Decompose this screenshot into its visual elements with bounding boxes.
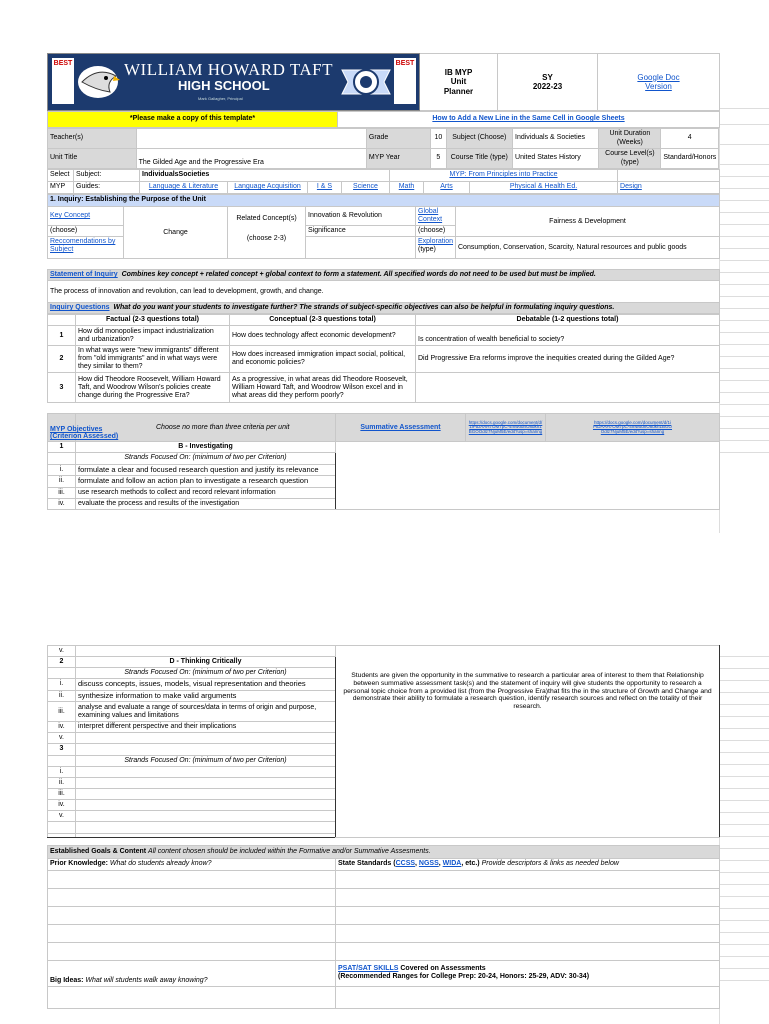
eagle-icon [76,60,120,104]
gdoc-cell [598,54,720,111]
row-number: 3 [48,373,76,403]
strand-numeral: i. [48,464,76,476]
teacher-field[interactable] [136,129,366,149]
related-concept-2[interactable]: Significance [306,226,416,237]
strand-text[interactable] [76,777,336,788]
debatable-header: Debatable (1-2 questions total) [416,315,720,326]
standards-field[interactable] [336,870,720,888]
principles-link[interactable]: MYP: From Principles into Practice [449,171,558,179]
prior-hint: What do students already know? [109,860,212,868]
strand-numeral: v. [48,733,76,744]
strands-label: Strands Focused On: (minimum of two per Criterion) [76,453,336,464]
psat-sat-link[interactable]: PSAT/SAT SKILLS [338,965,399,973]
lower-sheet [47,645,719,1009]
questions-link[interactable]: Inquiry Questions [50,304,110,312]
guide-link-language-acquisition[interactable]: Language Acquisition [234,183,301,191]
objectives-link[interactable]: MYP Objectives (Criterion Assessed) [50,426,119,441]
copy-note-row [47,111,720,128]
strand-text[interactable]: evaluate the process and results of the investigation [76,498,336,509]
teacher-label: Teacher(s) [48,129,137,149]
statement-header [48,270,720,281]
sy-value: 2022-23 [532,82,563,91]
wida-link[interactable]: WIDA [442,860,462,868]
strand-numeral: ii. [48,690,76,702]
global-context-value[interactable]: Fairness & Development [456,207,720,237]
strand-numeral: iv. [48,498,76,509]
crest-icon [338,60,394,104]
table-row [48,373,720,403]
factual-question[interactable]: How did monopolies impact industrialization and urbanization? [76,326,230,346]
inquiry-table [47,194,720,259]
summative-doc-link-1[interactable]: https://docs.google.com/document/d/1iPtDAAH7OM7pC-4mwodnO8dkh1BGOOdlz7NjuM5E/edit?usp=sharing [468,419,543,435]
strand-text[interactable]: formulate a clear and focused research question and justify its relevance [76,464,336,476]
strand-text[interactable]: interpret different perspective and their implications [76,722,336,733]
strand-numeral: iii. [48,788,76,799]
criterion-number: 2 [48,657,76,668]
select-label: Select [48,170,74,182]
strand-text[interactable]: discuss concepts, issues, models, visual representation and theories [76,679,336,691]
psat-ranges: (Recommended Ranges for College Prep: 20-24, Honors: 25-29, ADV: 30-34) [338,973,590,981]
standards-field[interactable] [336,906,720,924]
strand-numeral: iv. [48,722,76,733]
upper-sheet [47,53,719,510]
standards-hint: Provide descriptors & links as needed below [481,860,619,868]
unit-title-value[interactable]: The Gilded Age and the Progressive Era [136,149,366,169]
summative-link[interactable]: Summative Assessment [360,423,441,431]
exploration-value[interactable]: Consumption, Conservation, Scarcity, Natural resources and public goods [456,237,720,259]
related-concept-3[interactable] [306,237,416,259]
big-ideas-hint: What will students walk away knowing? [85,976,208,984]
inquiry-section-title: 1. Inquiry: Establishing the Purpose of the Unit [48,195,720,207]
big-ideas-header [48,960,336,986]
questions-header [48,303,720,314]
summative-cell-upper[interactable] [336,442,720,509]
strand-text[interactable] [76,799,336,810]
strand-text[interactable]: analyse and evaluate a range of sources/data in terms of origin and purpose, examining values and limitations [76,702,336,722]
guide-link-design[interactable]: Design [620,183,642,191]
header-table [47,53,720,111]
strand-numeral: ii. [48,476,76,488]
info-table [47,128,719,169]
prior-knowledge-field[interactable] [48,942,336,960]
guide-link-math[interactable]: Math [398,183,415,191]
standards-field[interactable] [336,888,720,906]
prior-knowledge-field[interactable] [48,924,336,942]
school-year [498,54,598,111]
statement-table [47,269,720,314]
key-concept-choose: (choose) [48,226,124,237]
prior-knowledge-field[interactable] [48,870,336,888]
key-concept-link[interactable]: Key Concept [50,212,91,220]
row-number: 2 [48,346,76,373]
global-context-choose: (choose) [416,226,456,237]
big-ideas-label: Big Ideas: [50,976,84,984]
summative-description[interactable]: Students are given the opportunity in the summative to research a particular area of interest to them that Relationship between summative assessment task(s) and the statement of inquiry will give students the opportunity to research a personal topic choice from a provided list (from the Progressive Era)that fits the in the structure of Growth and Change and demonstrate their ability to formulate a research question, identify research sources and reflect on the totality of their research. [336,646,720,838]
prior-knowledge-field[interactable] [48,888,336,906]
grade-label: Grade [366,129,430,149]
related-concept-1[interactable]: Innovation & Revolution [306,207,416,226]
strand-text[interactable]: synthesize information to make valid arguments [76,690,336,702]
exploration-cell [416,237,456,259]
related-label: Related Concept(s) [236,215,297,222]
statement-value[interactable]: The process of innovation and revolution, can lead to development, growth, and change. [48,281,720,303]
goals-header [48,845,720,858]
guide-link-language-literature[interactable]: Language & Literature [148,183,219,191]
school-name: WILLIAM HOWARD TAFT [124,60,333,79]
myp-year-value[interactable]: 5 [431,149,447,169]
guides-label: Guides: [74,182,140,194]
grade-value[interactable]: 10 [431,129,447,149]
strand-text[interactable] [76,733,336,744]
conceptual-question[interactable]: How does technology affect economic development? [230,326,416,346]
strand-numeral: ii. [48,777,76,788]
psat-tail: Covered on Assessments [398,965,486,973]
criterion-number: 3 [48,744,76,755]
principal-name: Mark Gallagher, Principal [198,96,243,101]
standards-tail: , etc.) [461,860,480,868]
subject-value[interactable]: Individuals & Societies [513,129,599,149]
strand-text[interactable] [76,766,336,777]
factual-header: Factual (2-3 questions total) [76,315,230,326]
recommendations-link[interactable]: Reccomendations by Subject [50,238,116,254]
badge-right: BEST [394,58,416,104]
newline-help [338,112,720,128]
summative-doc-link-2[interactable]: https://docs.google.com/document/d/1iPtDAAH7OM7pC-4mwodnO8dkh1BGOOdlz7NjuM5E/edit?usp=sharing [592,419,673,435]
objectives-header [50,414,336,442]
table-row [48,326,720,346]
criterion-title[interactable]: D - Thinking Critically [76,657,336,668]
debatable-question[interactable]: Is concentration of wealth beneficial to society? [416,326,720,346]
myp-label: MYP [48,182,74,194]
questions-hint: What do you want your students to investigate further? The strands of subject-specific objectives can also be helpful in formulating inquiry questions. [113,304,615,312]
factual-question[interactable]: How did Theodore Roosevelt, William Howard Taft, and Woodrow Wilson's policies create change during the Progressive Era? [76,373,230,403]
prior-label: Prior Knowledge: [50,860,108,868]
strand-numeral: v. [48,810,76,821]
conceptual-question[interactable]: As a progressive, in what areas did Theodore Roosevelt, William Howard Taft, and Woodrow Wilson excel and in what areas did they perform poorly? [230,373,416,403]
course-level-label: Course Level(s) (type) [599,149,661,169]
prior-knowledge-header [48,858,336,870]
unit-title-label: Unit Title [48,149,137,169]
global-context-link[interactable]: Global Context [418,208,443,224]
objectives-hint: Choose no more than three criteria per unit [156,424,290,432]
google-doc-link[interactable]: Google Doc Version [637,72,680,91]
strand-numeral: iii. [48,702,76,722]
key-concept-value[interactable]: Change [124,207,228,259]
objectives-table [47,413,720,509]
newline-link[interactable]: How to Add a New Line in the Same Cell in Google Sheets [432,115,625,123]
guide-link-physical-health[interactable]: Physical & Health Ed. [509,183,578,191]
spreadsheet-gridlines [719,53,769,533]
strands-label: Strands Focused On: (minimum of two per Criterion) [76,668,336,679]
guide-link-science[interactable]: Science [353,183,378,191]
school-banner [48,54,420,111]
strand-numeral: iii. [48,487,76,498]
strand-text[interactable]: formulate and follow an action plan to investigate a research question [76,476,336,488]
goals-table [47,845,720,1009]
criterion-title[interactable]: B - Investigating [76,442,336,453]
strand-text[interactable] [76,810,336,821]
questions-table [47,314,720,403]
subject-dropdown[interactable]: IndividualsSocieties [140,170,390,182]
standards-field[interactable] [336,924,720,942]
statement-hint: Combines key concept + related concept + global context to form a statement. All specified words do not need to be used but must be implied. [121,271,596,279]
factual-question[interactable]: In what ways were "new immigrants" different from "old immigrants" and in what ways were they similar to them? [76,346,230,373]
planner-title: IB MYP Unit Planner [420,54,498,111]
psat-header [336,960,720,986]
big-ideas-field[interactable] [48,986,336,1008]
ccss-link[interactable]: CCSS [395,860,416,868]
conceptual-header: Conceptual (2-3 questions total) [230,315,416,326]
subject-label: Subject (Choose) [446,129,512,149]
criterion-number: 1 [48,442,76,453]
strand-text[interactable]: use research methods to collect and record relevant information [76,487,336,498]
strand-numeral: i. [48,679,76,691]
statement-link[interactable]: Statement of Inquiry [50,271,118,279]
badge-left: BEST [52,58,74,104]
exploration-link[interactable]: Exploration [418,238,454,246]
strand-numeral: i. [48,766,76,777]
spreadsheet-gridlines-lower [719,645,769,1024]
ngss-link[interactable]: NGSS [418,860,439,868]
standards-label: State Standards ( [338,860,396,868]
subject-prompt: Subject: [74,170,140,182]
strand-numeral: iv. [48,799,76,810]
myp-year-label: MYP Year [366,149,430,169]
standards-header: State Standards (CCSS, NGSS, WIDA, etc.) Provide descriptors & links as needed below [336,858,720,870]
conceptual-question[interactable]: How does increased immigration impact social, political, and economic policies? [230,346,416,373]
copy-note: *Please make a copy of this template* [48,112,338,128]
standards-field[interactable] [336,942,720,960]
school-subname: HIGH SCHOOL [178,78,270,93]
related-concepts-label [228,207,306,259]
goals-title: Established Goals & Content [50,847,147,855]
criterion-title[interactable] [76,744,336,755]
objectives-table-continued [47,645,720,838]
guides-table [47,169,720,194]
debatable-question[interactable] [416,373,720,403]
duration-value[interactable]: 4 [661,129,719,149]
strands-label: Strands Focused On: (minimum of two per Criterion) [76,755,336,766]
prior-knowledge-field[interactable] [48,906,336,924]
course-title-value[interactable]: United States History [513,149,599,169]
row-number: 1 [48,326,76,346]
exploration-type: (type) [418,246,436,254]
table-row [48,346,720,373]
duration-label: Unit Duration (Weeks) [599,129,661,149]
guide-link-arts[interactable]: Arts [440,183,453,191]
goals-hint: All content chosen should be included within the Formative and/or Summative Assesments. [148,847,431,855]
strand-numeral: v. [48,646,76,657]
psat-field[interactable] [336,986,720,1008]
course-level-value[interactable]: Standard/Honors [661,149,719,169]
strand-text[interactable] [76,788,336,799]
course-title-label: Course Title (type) [446,149,512,169]
sy-label: SY [542,72,553,82]
related-hint: (choose 2-3) [246,235,287,243]
debatable-question[interactable]: Did Progressive Era reforms improve the inequities created during the Gilded Age? [416,346,720,373]
guide-link-individuals-societies[interactable]: I & S [316,183,333,191]
